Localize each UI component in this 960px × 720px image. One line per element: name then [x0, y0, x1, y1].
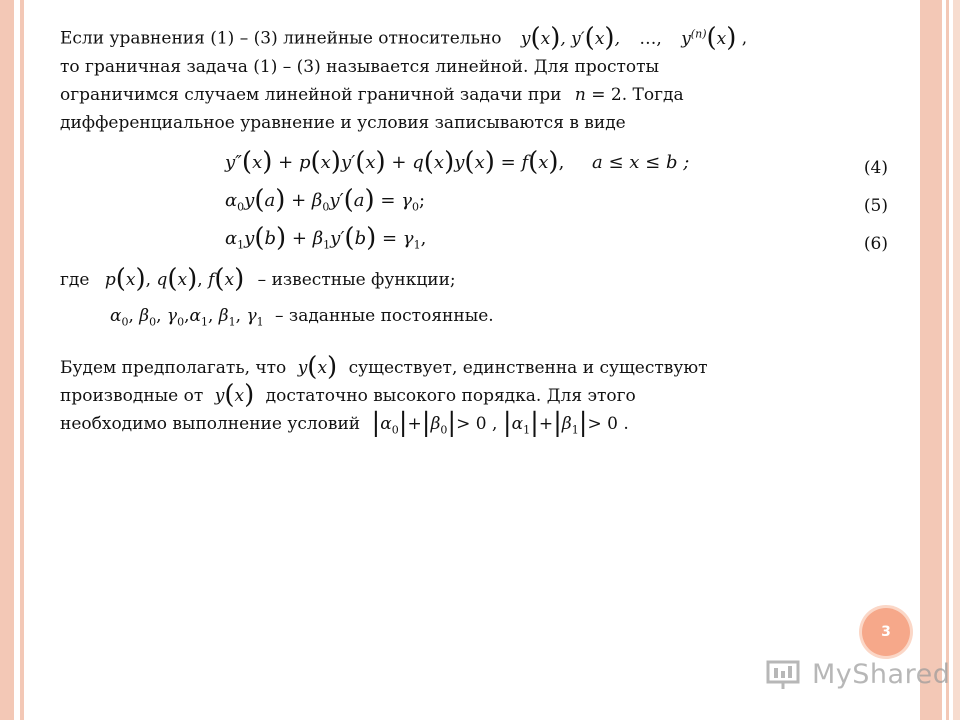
assumption-line-1: Будем предполагать, что y(x) существует, единственна и существуют: [60, 352, 708, 382]
known-functions-list: p(x), q(x), f(x): [104, 264, 245, 294]
equation-5: $\alpha_0y(a) + \beta_0y'(a) = \gamma_0$;: [225, 185, 426, 215]
right-border-edge-strip: [953, 0, 960, 720]
known-functions-line: где p(x), q(x), f(x) – известные функции;: [60, 264, 456, 294]
constants-list: $\alpha_0$, $\beta_0$, $\gamma_0,\alpha_1$, $\beta_1$, $\gamma_1$: [110, 306, 264, 329]
left-border-strip: [0, 0, 14, 720]
right-border-strip: [920, 0, 942, 720]
y-of-x: y(x): [297, 352, 338, 382]
equation-4: y″(x) + p(x)y′(x) + q(x)y(x) = f(x), a ≤ x ≤ b ;: [225, 147, 690, 177]
equation-6-number: (6): [863, 234, 888, 254]
where-block: [60, 266, 900, 336]
intro-line-3: ограничимся случаем линейной граничной задачи при n = 2. Тогда: [60, 84, 684, 105]
equation-4-row: [60, 147, 900, 188]
watermark-logo: [766, 656, 950, 692]
intro-line-2: то граничная задача (1) – (3) называется линейной. Для простоты: [60, 56, 660, 77]
watermark-text: MyShared: [812, 658, 951, 690]
assumption-paragraph: [60, 354, 900, 444]
intro-line-4: дифференциальное уравнение и условия записываются в виде: [60, 112, 626, 133]
page-number-badge: [862, 608, 910, 656]
intro-paragraph: [60, 20, 747, 137]
assumption-line-2: производные от y(x) достаточно высокого порядка. Для этого: [60, 380, 636, 410]
intro-line-1: Если уравнения (1) – (3) линейные относительно y(x), y′(x), …, $y^{(n)}(x)$ ,: [60, 22, 748, 53]
page-number: 3: [881, 624, 891, 640]
n-equals-2: n = 2: [574, 84, 622, 105]
equation-6: $\alpha_1y(b) + \beta_1y'(b) = \gamma_1$,: [225, 223, 427, 253]
equation-5-row: [60, 185, 900, 226]
given-constants-line: $\alpha_0$, $\beta_0$, $\gamma_0,\alpha_1$, $\beta_1$, $\gamma_1$ – заданные постоянные.: [110, 306, 494, 329]
derivatives-list: y(x), y′(x), …, $y^{(n)}(x)$: [520, 22, 737, 53]
equation-4-number: (4): [863, 158, 888, 178]
assumption-line-3: необходимо выполнение условий $|\alpha_0|+|\beta_0|> 0$ , $|\alpha_1|+|\beta_1|> 0$ .: [60, 408, 629, 438]
left-border-thin-strip: [20, 0, 24, 720]
presentation-board-icon: [766, 658, 806, 690]
right-border-thin-strip: [946, 0, 949, 720]
y-of-x-2: y(x): [214, 380, 255, 410]
equation-5-number: (5): [863, 196, 888, 216]
nondegeneracy-conditions: $|\alpha_0|+|\beta_0|> 0$ , $|\alpha_1|+|\beta_1|> 0$: [371, 408, 618, 438]
equation-6-row: [60, 223, 900, 264]
